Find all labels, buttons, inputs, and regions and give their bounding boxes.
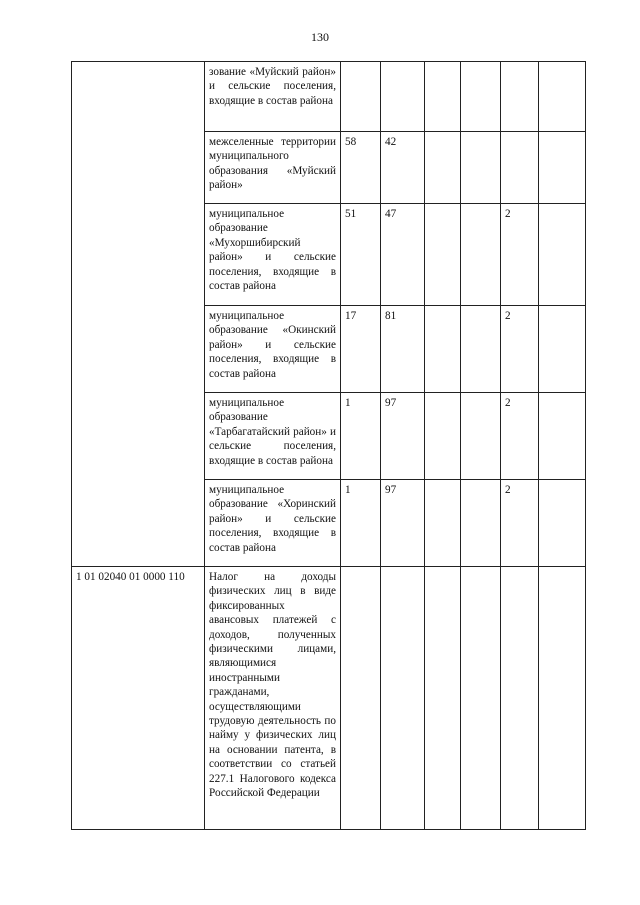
value-cell: 17 (341, 306, 381, 393)
value-cell (461, 567, 501, 830)
value-cell (461, 62, 501, 132)
code-cell (72, 62, 205, 567)
value-cell (381, 62, 425, 132)
value-cell: 47 (381, 204, 425, 306)
description-cell: межселенные территории муниципального образования «Муйский район» (205, 132, 341, 204)
value-cell: 1 (341, 393, 381, 480)
value-cell (539, 393, 586, 480)
value-cell (539, 132, 586, 204)
value-cell (539, 480, 586, 567)
value-cell: 58 (341, 132, 381, 204)
value-cell (501, 132, 539, 204)
value-cell (501, 567, 539, 830)
value-cell (381, 567, 425, 830)
page-number: 130 (311, 30, 329, 44)
value-cell: 2 (501, 306, 539, 393)
value-cell: 2 (501, 393, 539, 480)
value-cell (425, 132, 461, 204)
value-cell (539, 306, 586, 393)
description-cell: Налог на доходы физических лиц в виде фиксированных авансовых платежей с доходов, полученных физическими лицами, являющимися иностранными гражданами, осуществляющими трудовую деятельность по найму у физических лиц на основании патента, в соответствии со статьей 227.1 Налогового кодекса Российской Федерации (205, 567, 341, 830)
value-cell: 42 (381, 132, 425, 204)
value-cell (425, 480, 461, 567)
budget-distribution-table (71, 61, 586, 830)
value-cell (425, 62, 461, 132)
value-cell (501, 62, 539, 132)
value-cell (461, 204, 501, 306)
code-cell: 1 01 02040 01 0000 110 (72, 567, 205, 830)
description-cell: зование «Муйский район» и сельские поселения, входящие в состав района (205, 62, 341, 132)
value-cell (425, 306, 461, 393)
value-cell (539, 62, 586, 132)
value-cell (425, 393, 461, 480)
value-cell (341, 567, 381, 830)
table-row (72, 62, 586, 132)
value-cell: 97 (381, 393, 425, 480)
value-cell: 81 (381, 306, 425, 393)
description-cell: муниципальное образование «Тарбагатайский район» и сельские поселения, входящие в состав района (205, 393, 341, 480)
value-cell (461, 306, 501, 393)
value-cell (461, 480, 501, 567)
value-cell (425, 204, 461, 306)
value-cell (461, 132, 501, 204)
table-row (72, 567, 586, 830)
value-cell: 2 (501, 480, 539, 567)
value-cell (539, 567, 586, 830)
value-cell (539, 204, 586, 306)
description-cell: муниципальное образование «Окинский район» и сельские поселения, входящие в состав района (205, 306, 341, 393)
description-cell: муниципальное образование «Мухоршибирский район» и сельские поселения, входящие в состав района (205, 204, 341, 306)
description-cell: муниципальное образование «Хоринский район» и сельские поселения, входящие в состав района (205, 480, 341, 567)
value-cell: 97 (381, 480, 425, 567)
value-cell (461, 393, 501, 480)
value-cell: 1 (341, 480, 381, 567)
value-cell: 2 (501, 204, 539, 306)
value-cell (341, 62, 381, 132)
value-cell: 51 (341, 204, 381, 306)
value-cell (425, 567, 461, 830)
